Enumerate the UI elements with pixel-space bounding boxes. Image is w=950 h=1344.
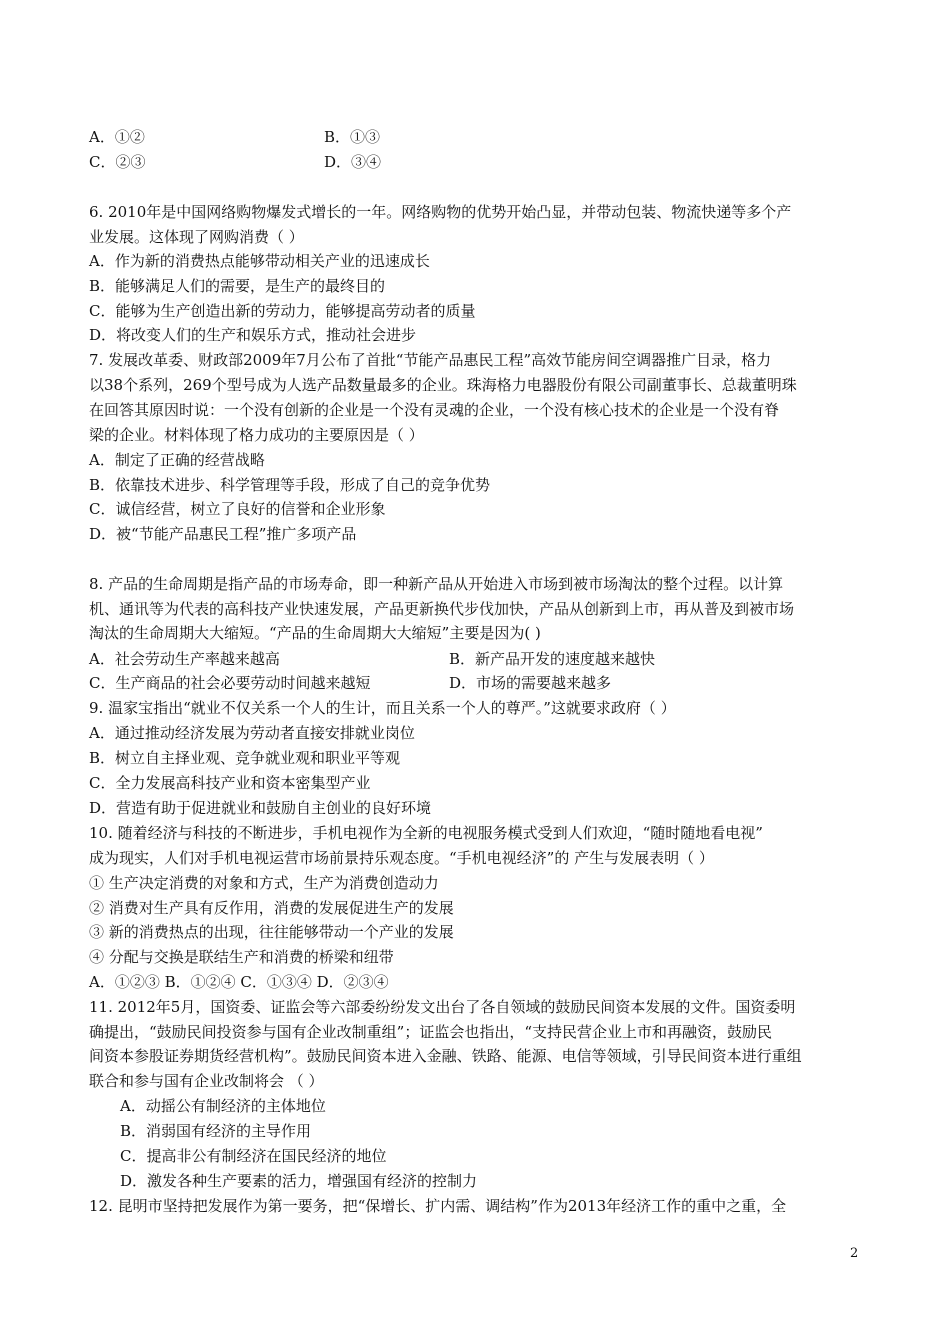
q11-stem-line3: 间资本参股证券期货经营机构”。鼓励民间资本进入金融、铁路、能源、电信等领域，引导民间资本进行重组 xyxy=(89,1047,802,1065)
q7-option-b: B．依靠技术进步、科学管理等手段，形成了自己的竞争优势 xyxy=(89,476,491,494)
q8-option-d: D．市场的需要越来越多 xyxy=(449,674,612,692)
q11-stem-line1: 11. 2012年5月，国资委、证监会等六部委纷纷发文出台了各自领域的鼓励民间资本发展的文件。国资委明 xyxy=(89,998,796,1016)
q6-option-d: D．将改变人们的生产和娱乐方式，推动社会进步 xyxy=(89,326,417,344)
q9-option-b: B．树立自主择业观、竞争就业观和职业平等观 xyxy=(89,749,401,767)
q11-stem-line2: 确提出，“鼓励民间投资参与国有企业改制重组”；证监会也指出，“支持民营企业上市和再融资，鼓励民 xyxy=(89,1023,773,1041)
q7-stem-line3: 在回答其原因时说：一个没有创新的企业是一个没有灵魂的企业，一个没有核心技术的企业是一个没有脊 xyxy=(89,401,780,419)
q10-statement-1: ① 生产决定消费的对象和方式，生产为消费创造动力 xyxy=(89,874,439,892)
q11-option-b: B．消弱国有经济的主导作用 xyxy=(120,1122,312,1140)
q10-options: A．①②③ B．①②④ C．①③④ D．②③④ xyxy=(89,973,389,991)
q7-option-c: C．诚信经营，树立了良好的信誉和企业形象 xyxy=(89,500,386,518)
q6-option-c: C．能够为生产创造出新的劳动力，能够提高劳动者的质量 xyxy=(89,302,476,320)
q11-option-a: A．动摇公有制经济的主体地位 xyxy=(120,1097,326,1115)
q8-stem-line3: 淘汰的生命周期大大缩短。“产品的生命周期大大缩短”主要是因为( ) xyxy=(89,624,541,642)
q9-option-c: C．全力发展高科技产业和资本密集型产业 xyxy=(89,774,371,792)
q8-option-b: B．新产品开发的速度越来越快 xyxy=(449,650,656,668)
q6-option-b: B．能够满足人们的需要，是生产的最终目的 xyxy=(89,277,386,295)
q5-option-c: C．②③ xyxy=(89,153,146,171)
q8-stem-line2: 机、通讯等为代表的高科技产业快速发展，产品更新换代步伐加快，产品从创新到上市，再从普及到被市场 xyxy=(89,600,795,618)
q9-option-d: D．营造有助于促进就业和鼓励自主创业的良好环境 xyxy=(89,799,432,817)
q11-option-c: C．提高非公有制经济在国民经济的地位 xyxy=(120,1147,387,1165)
q6-option-a: A．作为新的消费热点能够带动相关产业的迅速成长 xyxy=(89,252,430,270)
q9-stem-line1: 9. 温家宝指出“就业不仅关系一个人的生计，而且关系一个人的尊严。”这就要求政府（ ） xyxy=(89,699,676,717)
q10-statement-2: ② 消费对生产具有反作用，消费的发展促进生产的发展 xyxy=(89,899,454,917)
q9-option-a: A．通过推动经济发展为劳动者直接安排就业岗位 xyxy=(89,724,415,742)
q10-statement-4: ④ 分配与交换是联结生产和消费的桥梁和纽带 xyxy=(89,948,394,966)
q7-option-a: A．制定了正确的经营战略 xyxy=(89,451,265,469)
q6-stem-line1: 6. 2010年是中国网络购物爆发式增长的一年。网络购物的优势开始凸显，并带动包装、物流快递等多个产 xyxy=(89,203,792,221)
q11-option-d: D．激发各种生产要素的活力，增强国有经济的控制力 xyxy=(120,1172,478,1190)
q7-option-d: D．被“节能产品惠民工程”推广多项产品 xyxy=(89,525,357,543)
q10-statement-3: ③ 新的消费热点的出现，往往能够带动一个产业的发展 xyxy=(89,923,454,941)
q5-option-d: D．③④ xyxy=(324,153,382,171)
page-number: 2 xyxy=(850,1246,859,1261)
q11-stem-line4: 联合和参与国有企业改制将会 （ ） xyxy=(89,1072,324,1090)
q5-option-a: A．①② xyxy=(89,128,145,146)
q8-stem-line1: 8. 产品的生命周期是指产品的市场寿命，即一种新产品从开始进入市场到被市场淘汰的整个过程。以计算 xyxy=(89,575,784,593)
q10-stem-line1: 10. 随着经济与科技的不断进步，手机电视作为全新的电视服务模式受到人们欢迎，“随时随地看电视” xyxy=(89,824,763,842)
q7-stem-line2: 以38个系列，269个型号成为人选产品数量最多的企业。珠海格力电器股份有限公司副董事长、总裁董明珠 xyxy=(89,376,797,394)
q7-stem-line4: 梁的企业。材料体现了格力成功的主要原因是（ ） xyxy=(89,426,424,444)
q10-stem-line2: 成为现实，人们对手机电视运营市场前景持乐观态度。“手机电视经济”的 产生与发展表明（ ） xyxy=(89,849,714,867)
q8-option-c: C．生产商品的社会必要劳动时间越来越短 xyxy=(89,674,371,692)
q7-stem-line1: 7. 发展改革委、财政部2009年7月公布了首批“节能产品惠民工程”高效节能房间空调器推广目录，格力 xyxy=(89,351,772,369)
q12-stem-line1: 12. 昆明市坚持把发展作为第一要务，把“保增长、扩内需、调结构”作为2013年经济工作的重中之重，全 xyxy=(89,1197,787,1215)
q5-option-b: B．①③ xyxy=(324,128,381,146)
q6-stem-line2: 业发展。这体现了网购消费（ ） xyxy=(89,228,304,246)
q8-option-a: A．社会劳动生产率越来越高 xyxy=(89,650,280,668)
